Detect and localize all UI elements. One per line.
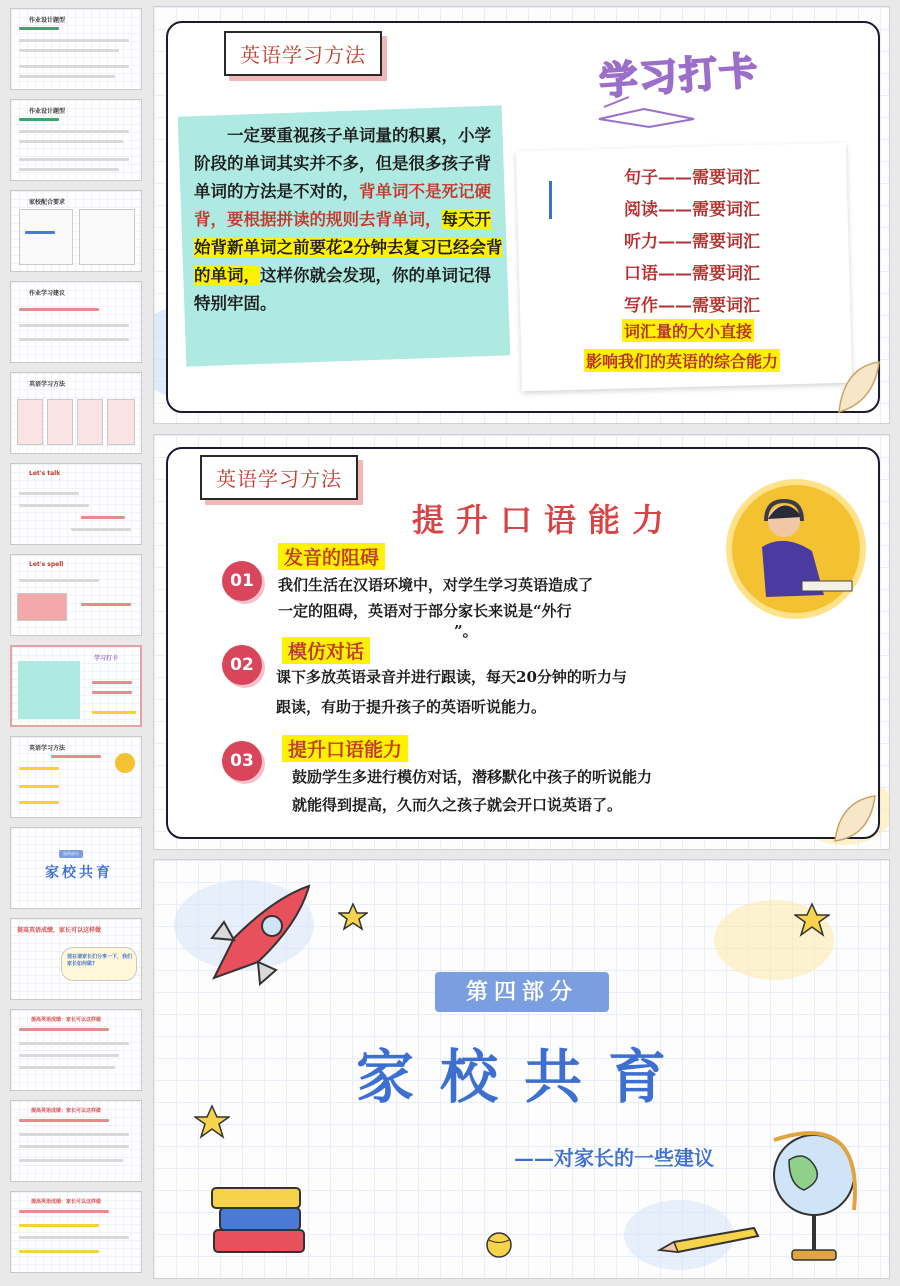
slide-thumbnail-2[interactable]: 作业设计题型 <box>10 99 142 181</box>
tennis-ball-icon <box>484 1230 514 1260</box>
slide-thumbnail-11[interactable]: 提高英语成绩，家长可以这样做 现在请家长们分享一下，我们家长如何做? <box>10 918 142 1000</box>
vocab-line: 听力——需要词汇 <box>624 232 760 252</box>
star-icon <box>794 902 830 938</box>
slide-thumbnail-5[interactable]: 英语学习方法 <box>10 372 142 454</box>
point-title: 模仿对话 <box>282 637 370 664</box>
checkin-title: 学习打卡 <box>597 48 761 104</box>
cover-subtitle: ——对家长的一些建议 <box>514 1146 714 1170</box>
slide-thumbnail-4[interactable]: 作业学习建议 <box>10 281 142 363</box>
books-icon <box>204 1160 314 1270</box>
section-tag: 英语学习方法 <box>200 455 358 500</box>
part-label: 第四部分 <box>435 972 609 1012</box>
thumb-label-bar <box>19 27 59 30</box>
pencil-icon <box>654 1220 764 1260</box>
cover-title: 家校共育 <box>355 1043 692 1111</box>
slide-thumbnail-panel <box>0 0 148 1286</box>
slide-thumbnail-1[interactable]: 作业设计题型 <box>10 8 142 90</box>
vocab-line: 句子——需要词汇 <box>624 168 760 188</box>
method-paragraph: 一定要重视孩子单词量的积累，小学阶段的单词其实并不多，但是很多孩子背单词的方法是不对的，背单词不是死记硬背，要根据拼读的规则去背单词，每天开始背新单词之前要花2分钟去复习已经会背的单词，这样你就会发现，你的单词记得特别牢固。 <box>194 126 503 313</box>
leaf-icon <box>834 357 884 417</box>
slide-thumbnail-3[interactable]: 家校配合要求 <box>10 190 142 272</box>
slide-thumbnail-14[interactable]: 提高英语成绩：家长可以这样做 <box>10 1191 142 1273</box>
leaf-icon <box>830 791 880 847</box>
point-line: 就能得到提高，久而久之孩子就会开口说英语了。 <box>292 796 623 814</box>
vocab-line: 写作——需要词汇 <box>624 296 760 316</box>
point-number-badge: 02 <box>222 645 262 685</box>
globe-icon <box>754 1120 874 1270</box>
point-line: 一定的阻碍，英语对于部分家长来说是“外行 <box>278 602 572 620</box>
point-title: 发音的阻碍 <box>278 543 385 570</box>
vocab-line: 阅读——需要词汇 <box>624 200 760 220</box>
vocab-line: 口语——需要词汇 <box>624 264 760 284</box>
slide-speaking-ability[interactable] <box>153 434 890 850</box>
point-title: 提升口语能力 <box>282 735 408 762</box>
slide-thumbnail-10[interactable]: 第四部分 家校共育 <box>10 827 142 909</box>
slide-title: 提升口语能力 <box>412 501 677 539</box>
slide-thumbnail-9[interactable]: 英语学习方法 <box>10 736 142 818</box>
book-pencil-icon <box>594 89 704 129</box>
point-line: ”。 <box>454 622 478 640</box>
rocket-icon <box>194 878 324 998</box>
accent-mark <box>549 181 552 219</box>
person-with-headphones-illustration <box>726 479 866 619</box>
point-line: 跟读，有助于提升孩子的英语听说能力。 <box>276 698 547 716</box>
star-icon <box>194 1104 230 1140</box>
slide-thumbnail-8-selected[interactable]: 学习打卡 <box>10 645 142 727</box>
slide-thumbnail-7[interactable]: Let's spell <box>10 554 142 636</box>
star-icon <box>338 902 368 932</box>
point-line: 课下多放英语录音并进行跟读，每天20分钟的听力与 <box>276 668 627 686</box>
slide-thumbnail-6[interactable]: Let's talk <box>10 463 142 545</box>
slide-thumbnail-13[interactable]: 提高英语成绩：家长可以这样做 <box>10 1100 142 1182</box>
point-number-badge: 01 <box>222 561 262 601</box>
point-number-badge: 03 <box>222 741 262 781</box>
slide-home-school-cover[interactable] <box>153 859 890 1279</box>
point-line: 鼓励学生多进行模仿对话，潜移默化中孩子的听说能力 <box>292 768 653 786</box>
summary-line: 词汇量的大小直接 <box>622 319 754 342</box>
point-line: 我们生活在汉语环境中，对学生学习英语造成了 <box>278 576 594 594</box>
slide-thumbnail-12[interactable]: 提高英语成绩：家长可以这样做 <box>10 1009 142 1091</box>
section-tag: 英语学习方法 <box>224 31 382 76</box>
slide-vocabulary-method[interactable] <box>153 6 890 424</box>
summary-line: 影响我们的英语的综合能力 <box>584 349 780 372</box>
